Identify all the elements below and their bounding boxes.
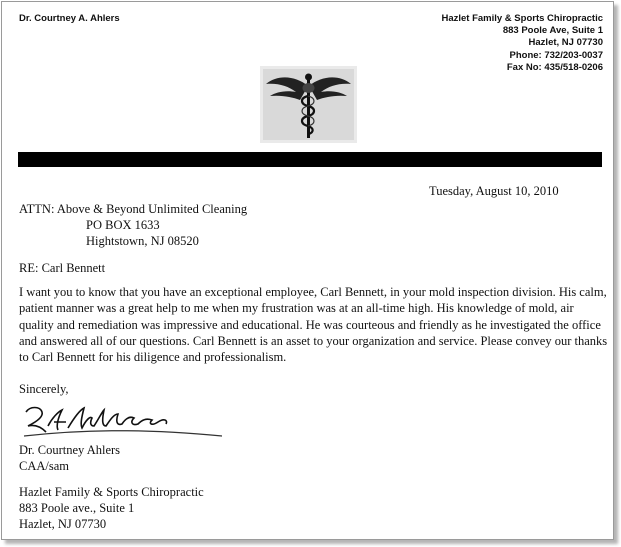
recipient-address-line: PO BOX 1633 <box>86 218 160 232</box>
re-line: RE: Carl Bennett <box>19 261 106 275</box>
closing: Sincerely, <box>19 382 69 396</box>
caduceus-logo-icon <box>260 66 357 143</box>
recipient-address <box>86 217 199 249</box>
letterhead-divider-bar <box>18 152 602 167</box>
handwritten-signature <box>18 398 228 443</box>
attn-line: ATTN: Above & Beyond Unlimited Cleaning <box>19 202 248 216</box>
practice-street: 883 Poole Ave, Suite 1 <box>502 25 603 37</box>
letterhead-practice-block <box>441 13 603 74</box>
practice-city: Hazlet, NJ 07730 <box>528 37 603 49</box>
signer-block <box>19 442 120 474</box>
footer-address <box>19 484 204 532</box>
footer-street: 883 Poole ave., Suite 1 <box>19 501 135 515</box>
footer-practice-name: Hazlet Family & Sports Chiropractic <box>19 485 204 499</box>
letter-body: I want you to know that you have an exceptional employee, Carl Bennett, in your mold inspection division. His calm, patient manner was a great help to me when my frustration was at an all-time high. His knowledge of mold, air quality and remediation was impressive and educational. He was courteous and friendly as he investigated the office and answered all of our questions. Carl Bennett is an asset to your organization and service. Please convey our thanks to Carl Bennett for his diligence and professionalism. <box>19 285 608 365</box>
recipient-address-line: Hightstown, NJ 08520 <box>86 234 199 248</box>
letter-date: Tuesday, August 10, 2010 <box>429 184 559 198</box>
letter-page <box>1 1 614 540</box>
practice-fax: Fax No: 435/518-0206 <box>506 61 603 73</box>
footer-city: Hazlet, NJ 07730 <box>19 517 107 531</box>
letterhead-doctor-name: Dr. Courtney A. Ahlers <box>19 13 120 24</box>
practice-name: Hazlet Family & Sports Chiropractic <box>441 13 603 24</box>
signer-name: Dr. Courtney Ahlers <box>19 443 121 457</box>
practice-phone: Phone: 732/203-0037 <box>509 49 603 61</box>
signer-initials: CAA/sam <box>19 459 69 473</box>
